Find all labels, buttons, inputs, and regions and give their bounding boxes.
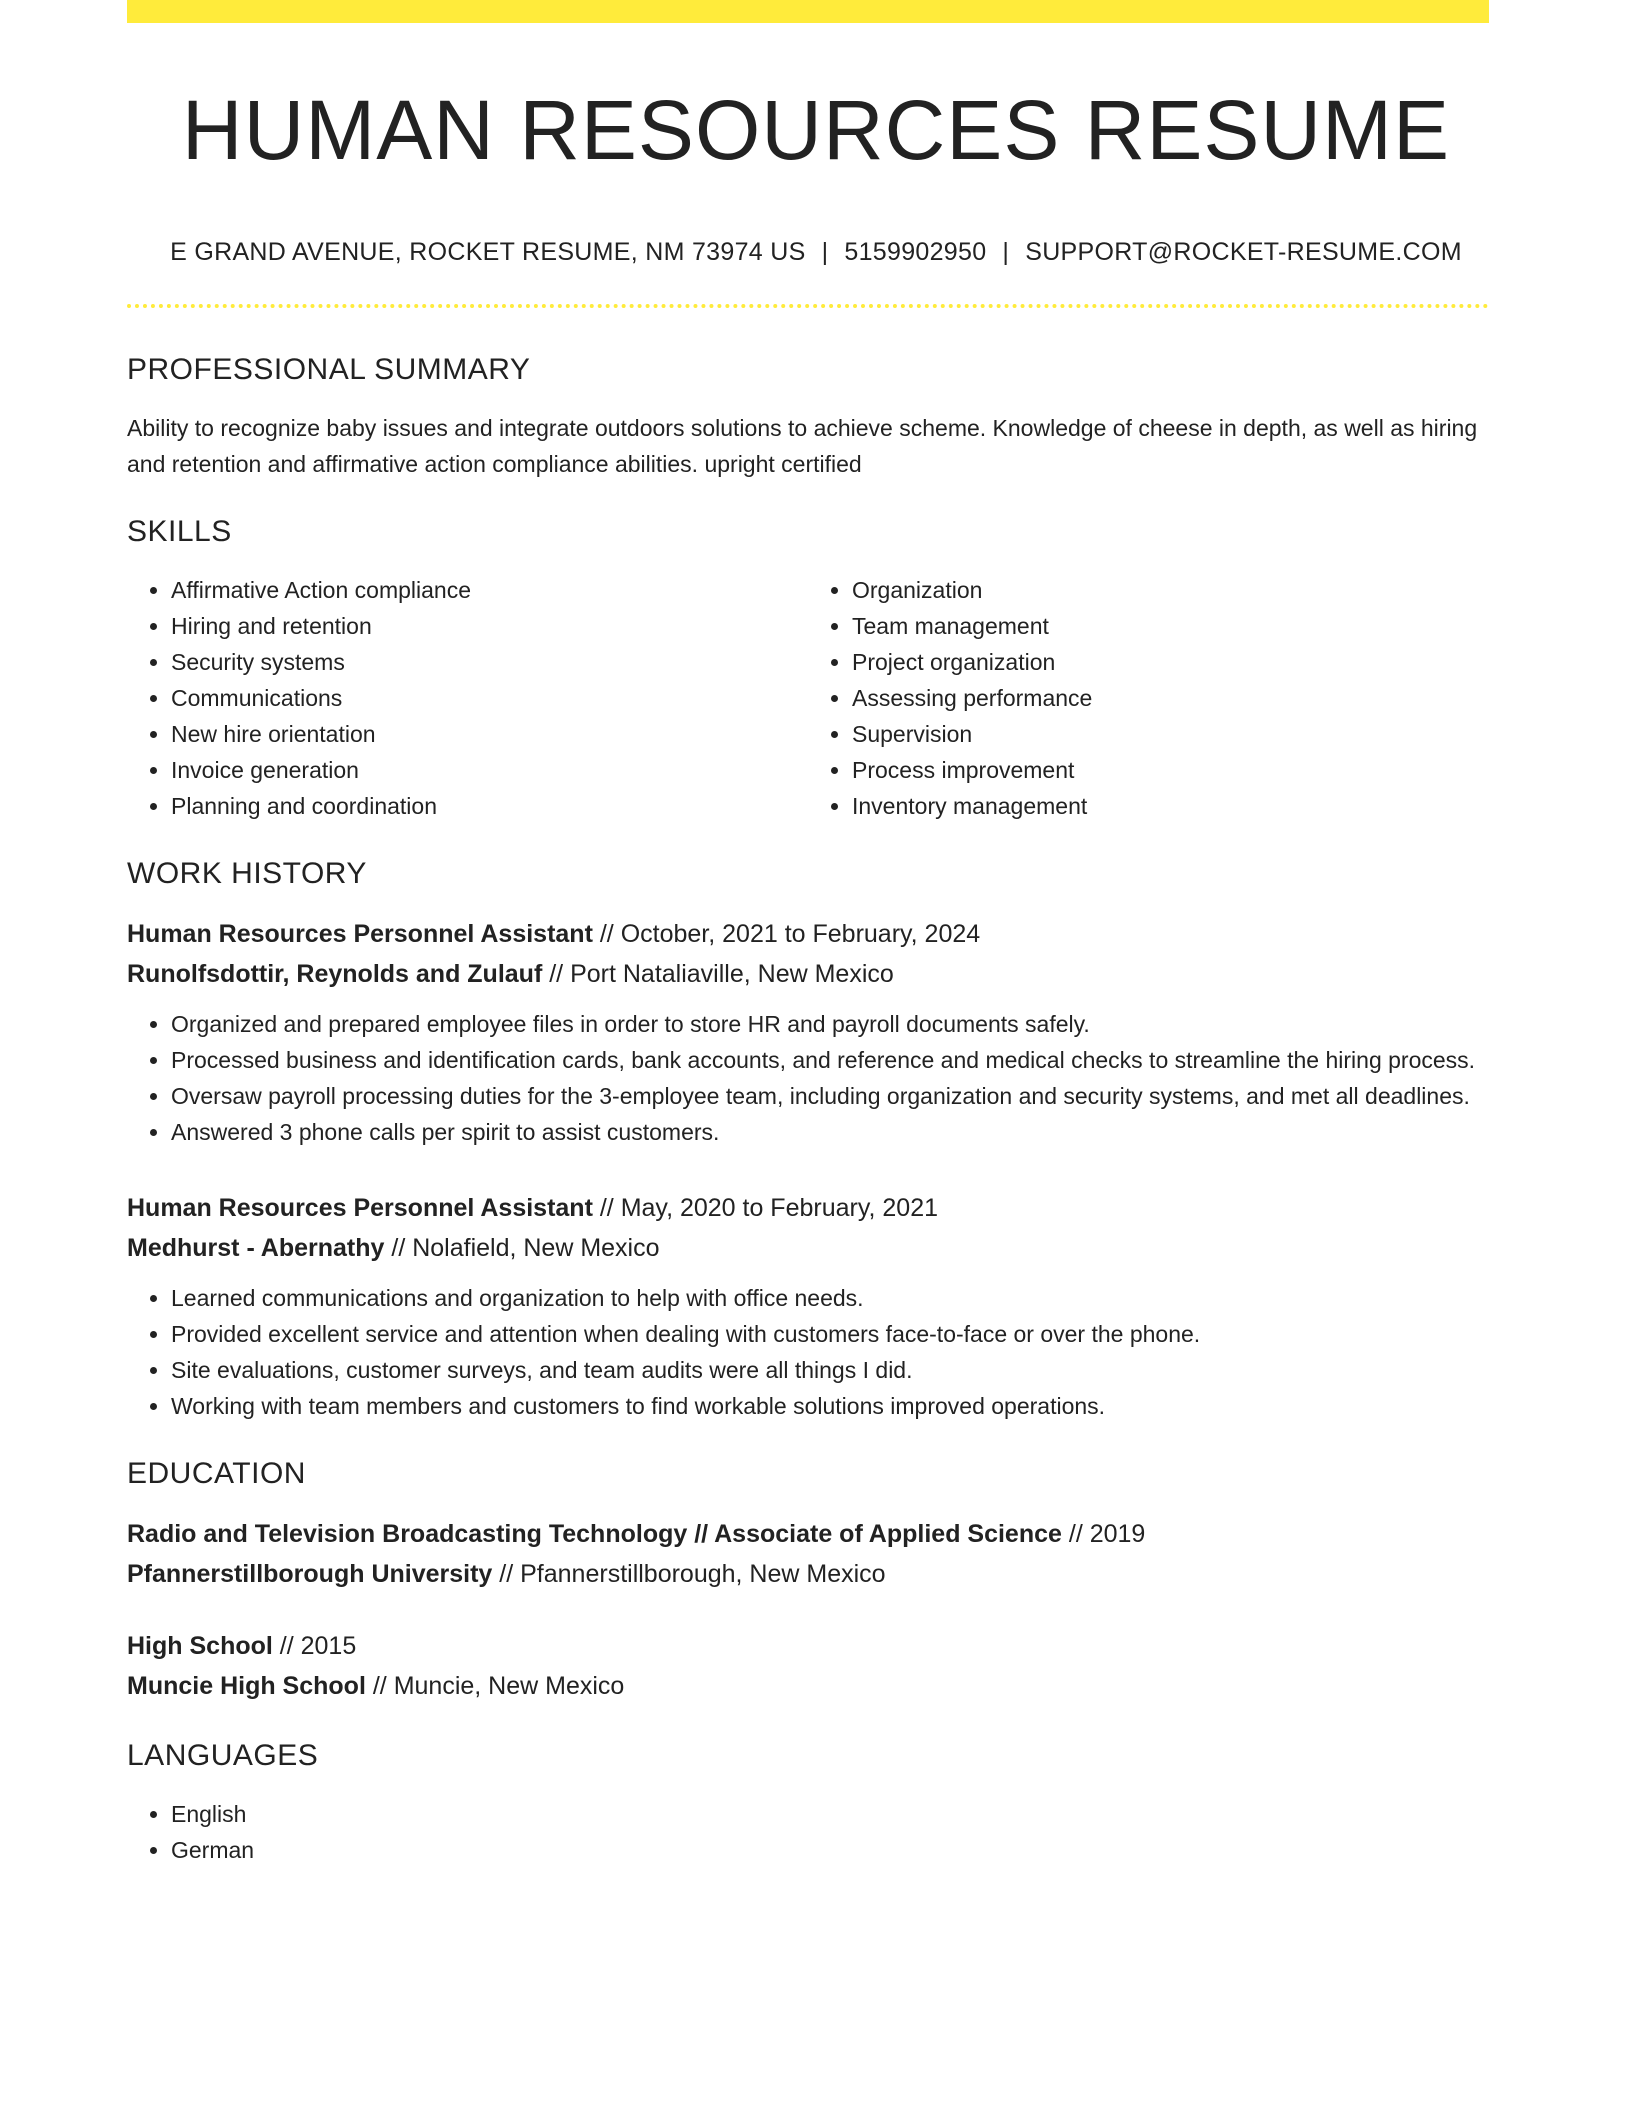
education-school-line bbox=[127, 1554, 1489, 1594]
section-title-work: WORK HISTORY bbox=[127, 857, 367, 890]
phone: 5159902950 bbox=[844, 238, 987, 266]
resume-title: HUMAN RESOURCES RESUME bbox=[181, 83, 1451, 177]
separator: | bbox=[821, 238, 829, 266]
skill-item: • Affirmative Action compliance bbox=[171, 572, 808, 608]
section-title-languages: LANGUAGES bbox=[127, 1739, 319, 1772]
job-bullet: • Learned communications and organization to help with office needs. bbox=[171, 1280, 1489, 1316]
education-entry bbox=[127, 1626, 1489, 1706]
skill-item: • Inventory management bbox=[852, 788, 1489, 824]
job-company-line bbox=[127, 954, 1489, 994]
education-school-line bbox=[127, 1666, 1489, 1706]
address: E GRAND AVENUE, ROCKET RESUME, NM 73974 US bbox=[170, 238, 806, 266]
skill-item: • Project organization bbox=[852, 644, 1489, 680]
job-bullet: • Site evaluations, customer surveys, and team audits were all things I did. bbox=[171, 1352, 1489, 1388]
job-bullet: • Oversaw payroll processing duties for the 3-employee team, including organization and security systems, and met all deadlines. bbox=[171, 1078, 1489, 1114]
education-school: Muncie High School bbox=[127, 1672, 366, 1700]
section-title-skills: SKILLS bbox=[127, 515, 232, 548]
skill-item: • Hiring and retention bbox=[171, 608, 808, 644]
skill-item: • Process improvement bbox=[852, 752, 1489, 788]
job-dates: // May, 2020 to February, 2021 bbox=[592, 1194, 938, 1222]
skills-list-right bbox=[808, 572, 1489, 824]
education-location: // Muncie, New Mexico bbox=[365, 1672, 625, 1700]
job-bullets bbox=[127, 1280, 1489, 1424]
skill-item: • Supervision bbox=[852, 716, 1489, 752]
education-degree-line bbox=[127, 1514, 1489, 1554]
education-entry bbox=[127, 1514, 1489, 1594]
job-bullets bbox=[127, 1006, 1489, 1150]
dotted-divider bbox=[127, 304, 1489, 308]
language-item: • English bbox=[171, 1796, 1489, 1832]
languages-list bbox=[127, 1796, 1489, 1868]
email[interactable]: SUPPORT@ROCKET-RESUME.COM bbox=[1025, 238, 1462, 266]
contact-line bbox=[0, 236, 1632, 268]
skill-item: • Security systems bbox=[171, 644, 808, 680]
job-company: Runolfsdottir, Reynolds and Zulauf bbox=[127, 960, 543, 988]
resume-content bbox=[127, 350, 1489, 1868]
education-degree-line bbox=[127, 1626, 1489, 1666]
job-title-line bbox=[127, 914, 1489, 954]
education-degree: Radio and Television Broadcasting Technology // Associate of Applied Science bbox=[127, 1520, 1062, 1548]
skill-item: • Team management bbox=[852, 608, 1489, 644]
skill-item: • Communications bbox=[171, 680, 808, 716]
job-title-line bbox=[127, 1188, 1489, 1228]
job-company-line bbox=[127, 1228, 1489, 1268]
skills-list-left bbox=[127, 572, 808, 824]
skill-item: • New hire orientation bbox=[171, 716, 808, 752]
education-degree: High School bbox=[127, 1632, 273, 1660]
skill-item: • Assessing performance bbox=[852, 680, 1489, 716]
job-bullet: • Processed business and identification cards, bank accounts, and reference and medical checks to streamline the hiring process. bbox=[171, 1042, 1489, 1078]
education-location: // Pfannerstillborough, New Mexico bbox=[492, 1560, 886, 1588]
job-entry bbox=[127, 1188, 1489, 1424]
job-bullet: • Answered 3 phone calls per spirit to assist customers. bbox=[171, 1114, 1489, 1150]
job-location: // Port Nataliaville, New Mexico bbox=[542, 960, 894, 988]
education-year: // 2015 bbox=[272, 1632, 357, 1660]
skill-item: • Organization bbox=[852, 572, 1489, 608]
job-position: Human Resources Personnel Assistant bbox=[127, 1194, 593, 1222]
language-item: • German bbox=[171, 1832, 1489, 1868]
top-accent-bar bbox=[127, 0, 1489, 23]
summary-text: Ability to recognize baby issues and integrate outdoors solutions to achieve scheme. Knowledge of cheese in depth, as well as hiring and retention and affirmative action compliance abilities. upright certified bbox=[127, 415, 1478, 477]
skill-item: • Planning and coordination bbox=[171, 788, 808, 824]
job-company: Medhurst - Abernathy bbox=[127, 1234, 385, 1262]
job-entry bbox=[127, 914, 1489, 1150]
separator: | bbox=[1002, 238, 1010, 266]
education-school: Pfannerstillborough University bbox=[127, 1560, 493, 1588]
skills-columns bbox=[127, 572, 1489, 824]
job-bullet: • Organized and prepared employee files in order to store HR and payroll documents safely. bbox=[171, 1006, 1489, 1042]
job-position: Human Resources Personnel Assistant bbox=[127, 920, 593, 948]
section-title-education: EDUCATION bbox=[127, 1457, 306, 1490]
job-bullet: • Provided excellent service and attention when dealing with customers face-to-face or over the phone. bbox=[171, 1316, 1489, 1352]
skill-item: • Invoice generation bbox=[171, 752, 808, 788]
education-year: // 2019 bbox=[1061, 1520, 1146, 1548]
job-location: // Nolafield, New Mexico bbox=[384, 1234, 660, 1262]
job-bullet: • Working with team members and customers to find workable solutions improved operations. bbox=[171, 1388, 1489, 1424]
job-dates: // October, 2021 to February, 2024 bbox=[592, 920, 981, 948]
section-title-summary: PROFESSIONAL SUMMARY bbox=[127, 353, 531, 386]
